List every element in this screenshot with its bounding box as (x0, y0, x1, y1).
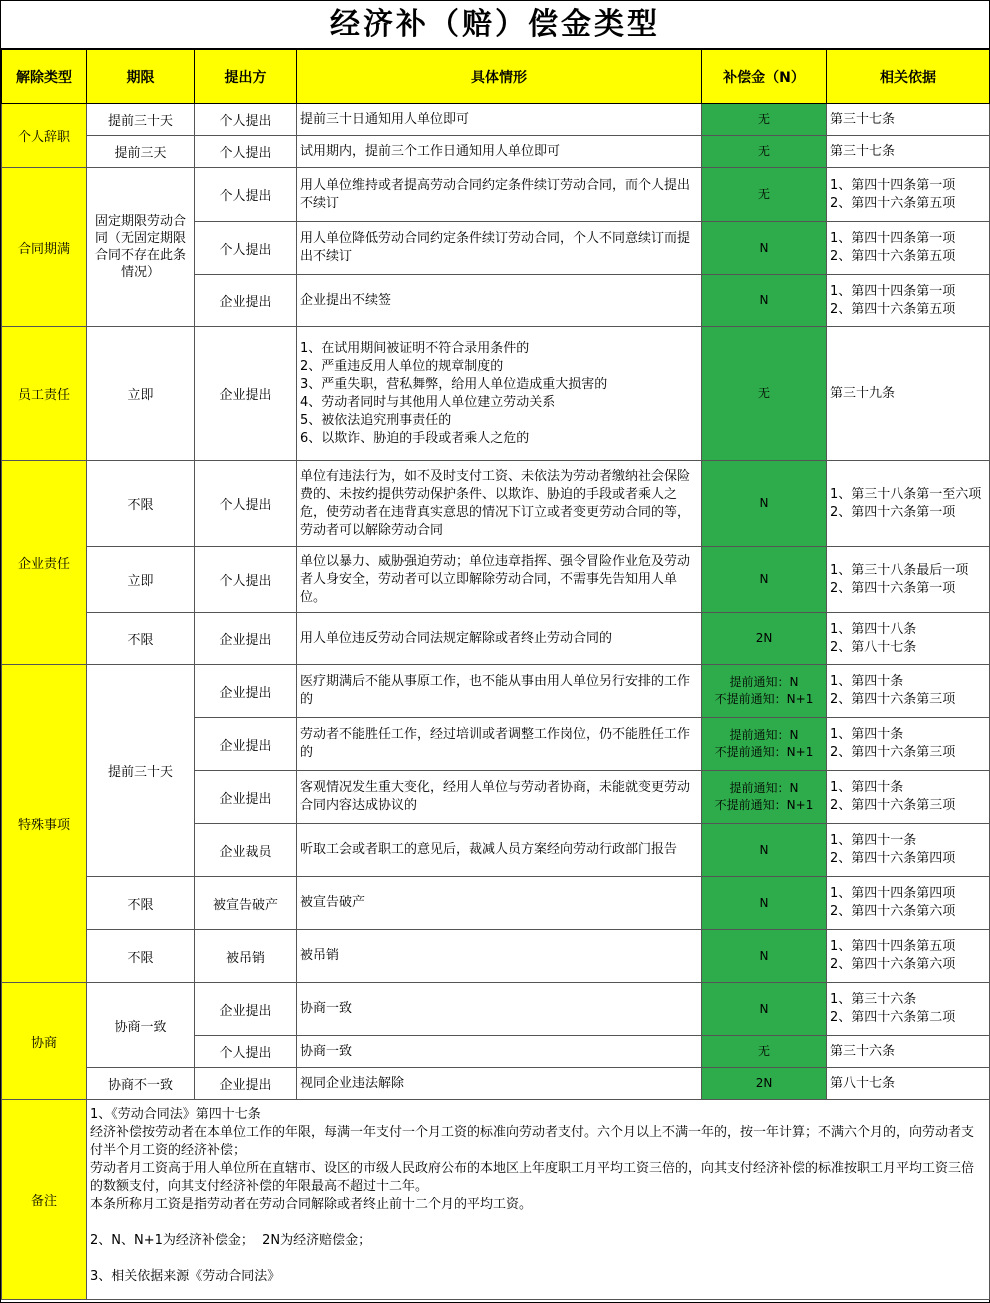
term-cell: 不限 (87, 930, 195, 983)
party-cell: 个人提出 (195, 222, 297, 275)
basis-cell: 1、第三十六条 2、第四十六条第二项 (827, 983, 990, 1036)
basis-cell: 第八十七条 (827, 1068, 990, 1100)
compensation-cell: N (702, 824, 827, 877)
compensation-cell: 2N (702, 1068, 827, 1100)
category-remarks: 备注 (2, 1100, 87, 1300)
situation-cell: 被宣告破产 (297, 877, 702, 930)
compensation-cell: N (702, 930, 827, 983)
basis-cell: 1、第四十条 2、第四十六条第三项 (827, 665, 990, 718)
basis-cell: 1、第四十八条 2、第八十七条 (827, 613, 990, 665)
header-type: 解除类型 (2, 50, 87, 104)
basis-cell: 第三十七条 (827, 136, 990, 168)
remark-line: 本条所称月工资是指劳动者在劳动合同解除或者终止前十二个月的平均工资。 (90, 1197, 533, 1212)
remark-line: 经济补偿按劳动者在本单位工作的年限，每满一年支付一个月工资的标准向劳动者支付。六个月以上不满一年的，按一年计算；不满六个月的，向劳动者支付半个月工资的经济补偿； (90, 1125, 975, 1158)
header-basis: 相关依据 (827, 50, 990, 104)
remark-line: 3、相关依据来源《劳动合同法》 (90, 1269, 281, 1284)
remark-line (90, 1214, 986, 1232)
term-cell: 协商不一致 (87, 1068, 195, 1100)
situation-cell: 试用期内，提前三个工作日通知用人单位即可 (297, 136, 702, 168)
compensation-cell: N (702, 983, 827, 1036)
table-row (2, 1068, 990, 1100)
table-row (2, 104, 990, 136)
compensation-cell: N (702, 275, 827, 327)
header-party: 提出方 (195, 50, 297, 104)
situation-cell: 用人单位维持或者提高劳动合同约定条件续订劳动合同，而个人提出不续订 (297, 168, 702, 222)
category-employer: 企业责任 (2, 461, 87, 665)
compensation-cell: 提前通知：N 不提前通知：N+1 (702, 665, 827, 718)
situation-cell: 客观情况发生重大变化，经用人单位与劳动者协商，未能就变更劳动合同内容达成协议的 (297, 771, 702, 824)
situation-cell: 协商一致 (297, 983, 702, 1036)
situation-cell: 被吊销 (297, 930, 702, 983)
compensation-cell: 提前通知：N 不提前通知：N+1 (702, 771, 827, 824)
party-cell: 个人提出 (195, 461, 297, 547)
situation-cell: 单位有违法行为，如不及时支付工资、未依法为劳动者缴纳社会保险费的、未按约提供劳动保护条件、以欺诈、胁迫的手段或者乘人之危，使劳动者在违背真实意思的情况下订立或者变更劳动合同的等，劳动者可以解除劳动合同 (297, 461, 702, 547)
remark-line: 1、《劳动合同法》第四十七条 (90, 1107, 261, 1122)
situation-cell: 听取工会或者职工的意见后，裁减人员方案经向劳动行政部门报告 (297, 824, 702, 877)
party-cell: 被吊销 (195, 930, 297, 983)
remark-line: 2、N、N+1为经济补偿金； 2N为经济赔偿金； (90, 1233, 372, 1248)
term-cell: 立即 (87, 327, 195, 461)
situation-cell: 用人单位降低劳动合同约定条件续订劳动合同，个人不同意续订而提出不续订 (297, 222, 702, 275)
header-term: 期限 (87, 50, 195, 104)
situation-cell: 视同企业违法解除 (297, 1068, 702, 1100)
compensation-cell: 提前通知：N 不提前通知：N+1 (702, 718, 827, 771)
category-special: 特殊事项 (2, 665, 87, 983)
table-row (2, 461, 990, 547)
situation-cell: 企业提出不续签 (297, 275, 702, 327)
category-contract: 合同期满 (2, 168, 87, 327)
basis-cell: 第三十七条 (827, 104, 990, 136)
table-row (2, 930, 990, 983)
category-employee: 员工责任 (2, 327, 87, 461)
term-cell: 不限 (87, 877, 195, 930)
compensation-cell: 无 (702, 327, 827, 461)
situation-cell: 1、在试用期间被证明不符合录用条件的 2、严重违反用人单位的规章制度的 3、严重失职，营私舞弊，给用人单位造成重大损害的 4、劳动者同时与其他用人单位建立劳动关系 5、被依法追究刑事责任的 6、以欺诈、胁迫的手段或者乘人之危的 (297, 327, 702, 461)
compensation-cell: N (702, 461, 827, 547)
compensation-cell: 无 (702, 1036, 827, 1068)
compensation-cell: 2N (702, 613, 827, 665)
remark-line: 劳动者月工资高于用人单位所在直辖市、设区的市级人民政府公布的本地区上年度职工月平均工资三倍的，向其支付经济补偿的标准按职工月平均工资三倍的数额支付，向其支付经济补偿的年限最高不超过十二年。 (90, 1161, 975, 1194)
table-row (2, 613, 990, 665)
header-compensation: 补偿金（N） (702, 50, 827, 104)
term-cell: 提前三天 (87, 136, 195, 168)
situation-cell: 医疗期满后不能从事原工作，也不能从事由用人单位另行安排的工作的 (297, 665, 702, 718)
party-cell: 个人提出 (195, 136, 297, 168)
term-cell: 不限 (87, 613, 195, 665)
table-row (2, 665, 990, 718)
remarks-cell (87, 1100, 990, 1300)
party-cell: 企业提出 (195, 983, 297, 1036)
compensation-cell: N (702, 222, 827, 275)
compensation-cell: N (702, 547, 827, 613)
term-cell: 不限 (87, 461, 195, 547)
basis-cell: 1、第四十四条第四项 2、第四十六条第六项 (827, 877, 990, 930)
basis-cell: 1、第四十四条第五项 2、第四十六条第六项 (827, 930, 990, 983)
party-cell: 企业提出 (195, 771, 297, 824)
category-negotiate: 协商 (2, 983, 87, 1100)
party-cell: 企业提出 (195, 613, 297, 665)
basis-cell: 第三十九条 (827, 327, 990, 461)
party-cell: 被宣告破产 (195, 877, 297, 930)
party-cell: 企业提出 (195, 1068, 297, 1100)
party-cell: 企业裁员 (195, 824, 297, 877)
party-cell: 个人提出 (195, 168, 297, 222)
table-row (2, 136, 990, 168)
basis-cell: 1、第四十条 2、第四十六条第三项 (827, 718, 990, 771)
party-cell: 企业提出 (195, 665, 297, 718)
basis-cell: 1、第三十八条第一至六项 2、第四十六条第一项 (827, 461, 990, 547)
compensation-cell: 无 (702, 136, 827, 168)
compensation-cell: 无 (702, 104, 827, 136)
basis-cell: 1、第四十四条第一项 2、第四十六条第五项 (827, 275, 990, 327)
situation-cell: 协商一致 (297, 1036, 702, 1068)
page-title: 经济补（赔）偿金类型 (1, 1, 989, 49)
compensation-cell: 无 (702, 168, 827, 222)
term-cell: 提前三十天 (87, 104, 195, 136)
compensation-cell: N (702, 877, 827, 930)
compensation-table (1, 49, 990, 1300)
term-cell: 提前三十天 (87, 665, 195, 877)
header-row (2, 50, 990, 104)
basis-cell: 第三十六条 (827, 1036, 990, 1068)
basis-cell: 1、第四十四条第一项 2、第四十六条第五项 (827, 222, 990, 275)
table-row (2, 168, 990, 222)
table-row (2, 983, 990, 1036)
party-cell: 企业提出 (195, 327, 297, 461)
party-cell: 企业提出 (195, 275, 297, 327)
situation-cell: 劳动者不能胜任工作，经过培训或者调整工作岗位，仍不能胜任工作的 (297, 718, 702, 771)
category-personal: 个人辞职 (2, 104, 87, 168)
table-row (2, 327, 990, 461)
basis-cell: 1、第四十一条 2、第四十六条第四项 (827, 824, 990, 877)
basis-cell: 1、第四十四条第一项 2、第四十六条第五项 (827, 168, 990, 222)
situation-cell: 单位以暴力、威胁强迫劳动；单位违章指挥、强令冒险作业危及劳动者人身安全，劳动者可以立即解除劳动合同，不需事先告知用人单位。 (297, 547, 702, 613)
term-cell: 协商一致 (87, 983, 195, 1068)
situation-cell: 提前三十日通知用人单位即可 (297, 104, 702, 136)
party-cell: 个人提出 (195, 1036, 297, 1068)
table-row (2, 547, 990, 613)
term-cell: 固定期限劳动合同（无固定期限合同不存在此条情况） (87, 168, 195, 327)
basis-cell: 1、第四十条 2、第四十六条第三项 (827, 771, 990, 824)
term-cell: 立即 (87, 547, 195, 613)
party-cell: 个人提出 (195, 547, 297, 613)
basis-cell: 1、第三十八条最后一项 2、第四十六条第一项 (827, 547, 990, 613)
party-cell: 个人提出 (195, 104, 297, 136)
remark-line (90, 1250, 986, 1268)
table-row (2, 877, 990, 930)
party-cell: 企业提出 (195, 718, 297, 771)
header-situation: 具体情形 (297, 50, 702, 104)
situation-cell: 用人单位违反劳动合同法规定解除或者终止劳动合同的 (297, 613, 702, 665)
remarks-row (2, 1100, 990, 1300)
